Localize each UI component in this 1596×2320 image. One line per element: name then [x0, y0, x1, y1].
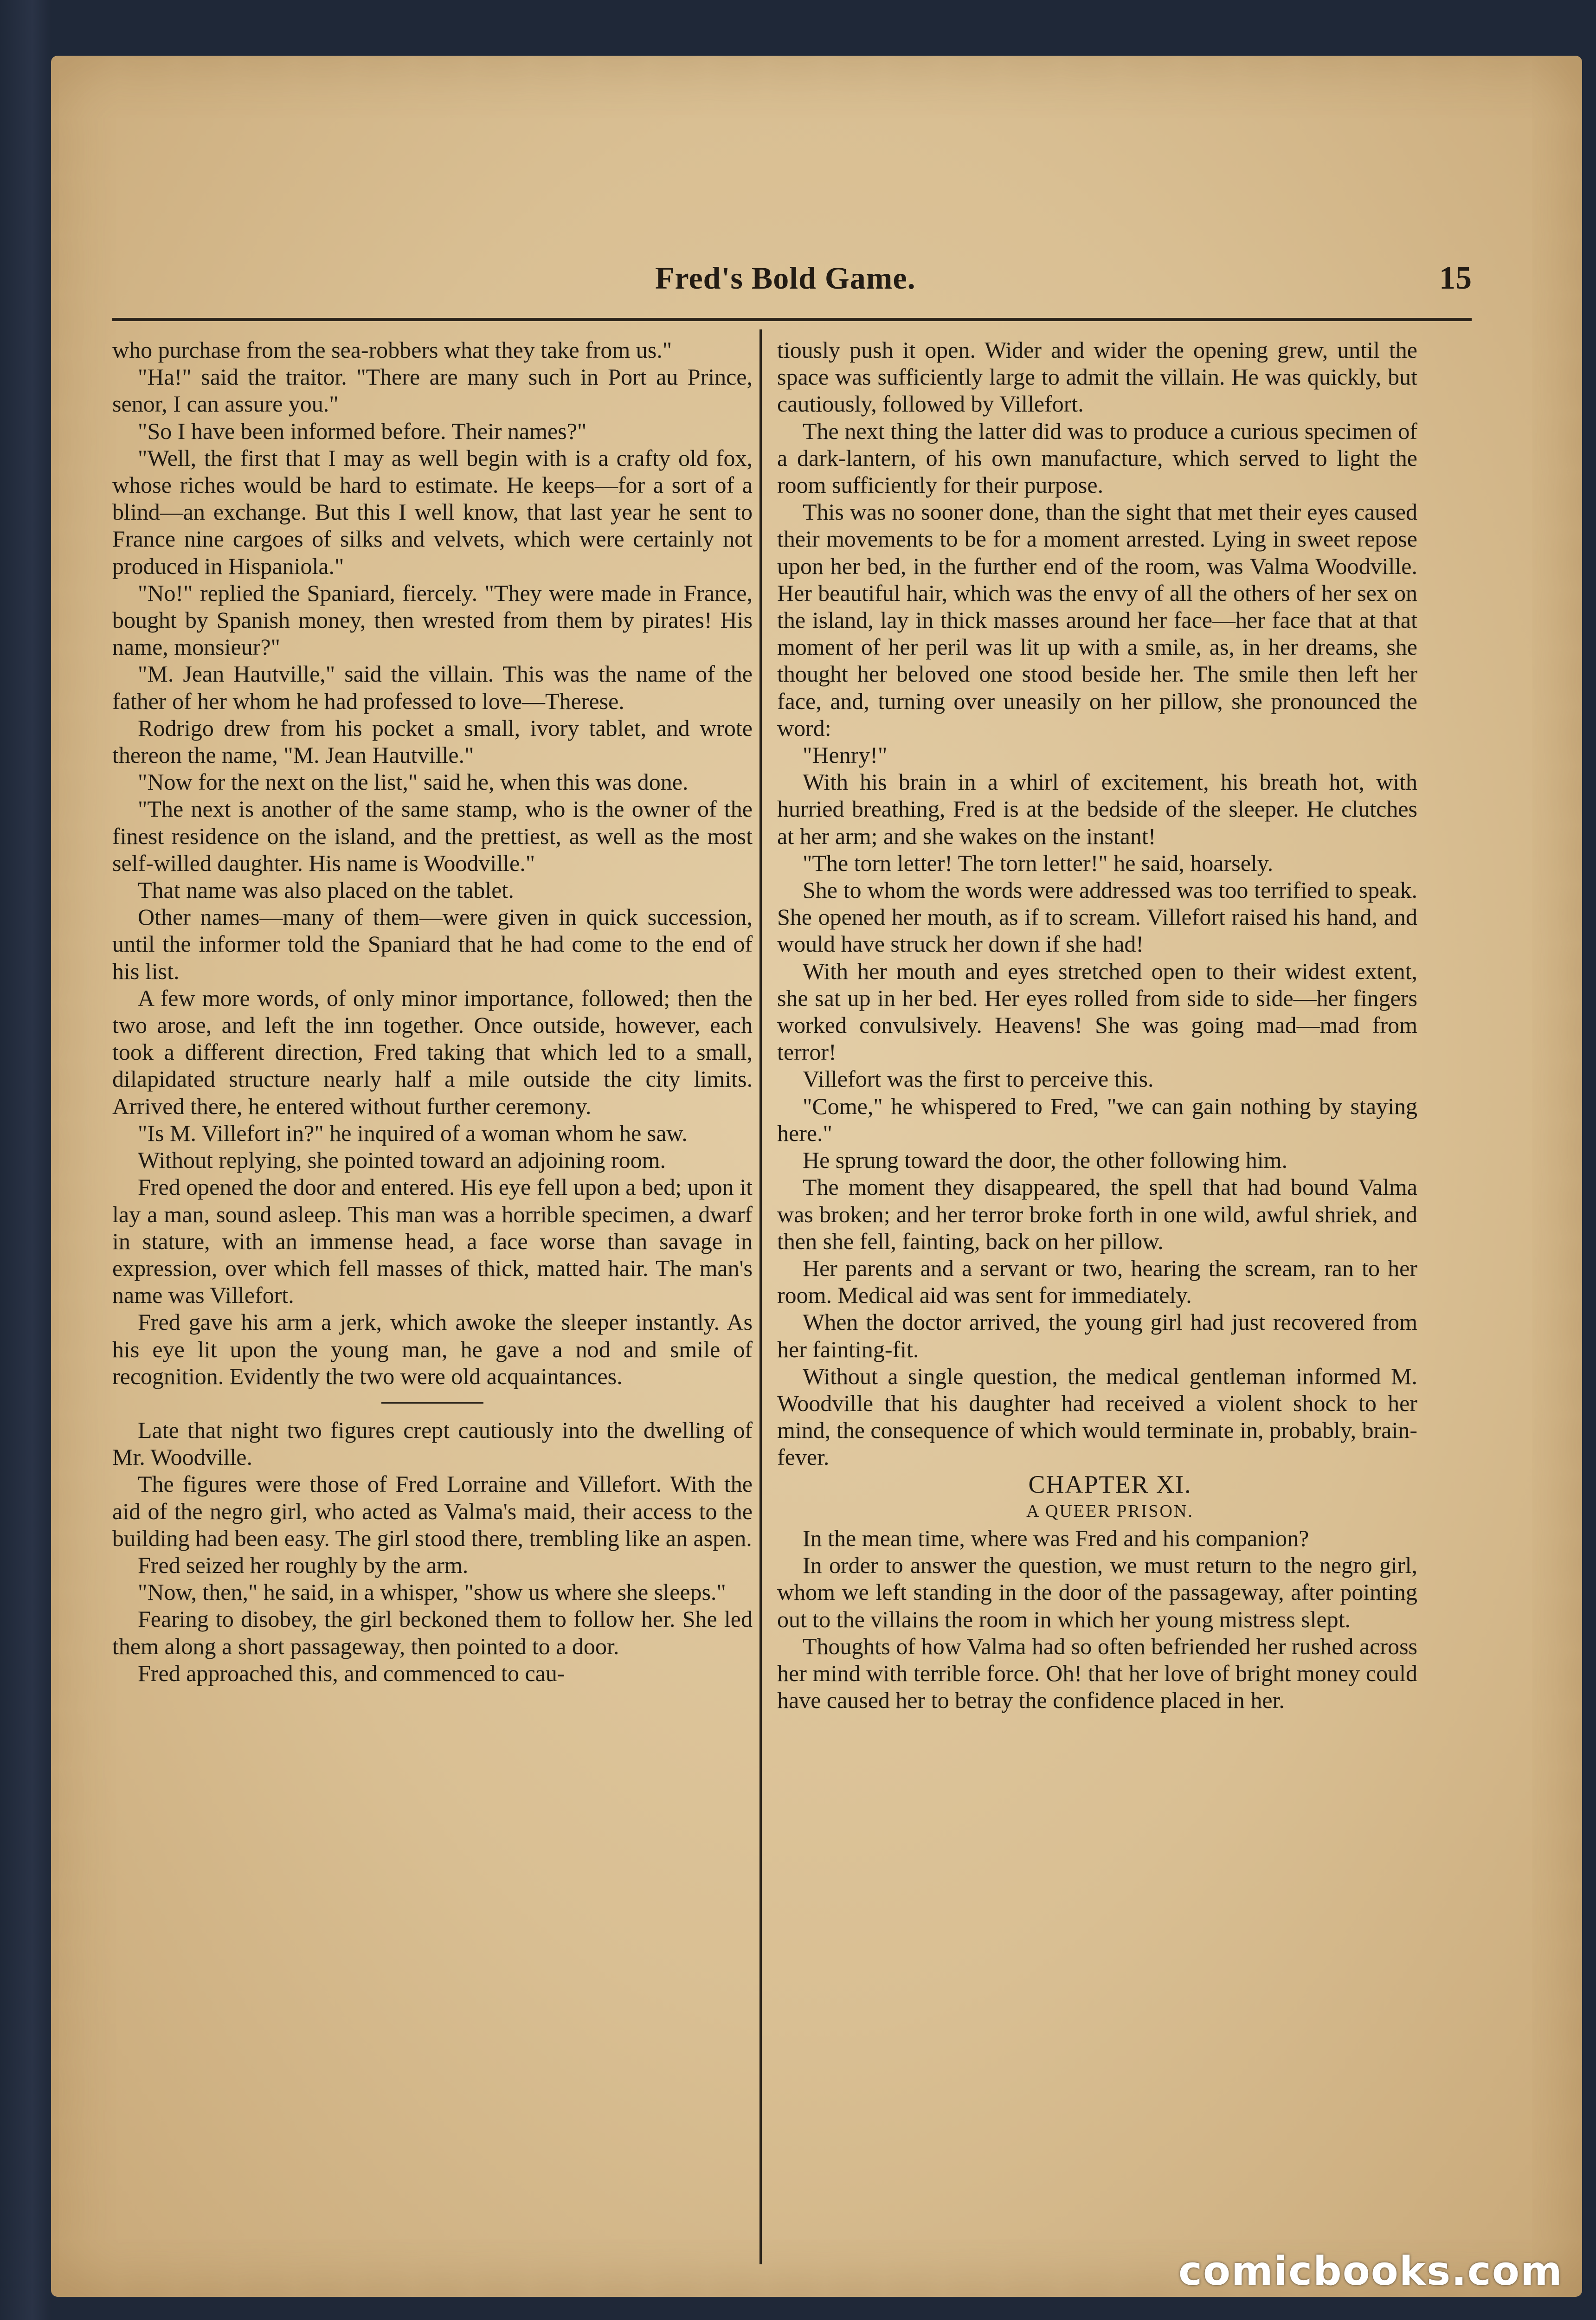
paragraph: With her mouth and eyes stretched open to their widest extent, she sat up in her bed. Her eyes rolled from side to side—her fingers worked convulsively. Heavens! She was going mad—mad from terror!	[777, 958, 1417, 1065]
paragraph: The moment they disappeared, the spell that had bound Valma was broken; and her terror broke forth in one wild, awful shriek, and then she fell, fainting, back on her pillow.	[777, 1174, 1417, 1254]
paragraph: In the mean time, where was Fred and his companion?	[803, 1525, 1309, 1551]
paragraph: Villefort was the first to perceive this.	[803, 1066, 1154, 1092]
paragraph: With his brain in a whirl of excitement, his breath hot, with hurried breathing, Fred is at the bedside of the sleeper. He clutches at her arm; and she wakes on the instant!	[777, 769, 1417, 849]
page-number: 15	[1439, 260, 1472, 296]
chapter-title: CHAPTER XI.	[1028, 1470, 1192, 1498]
paragraph: Fred seized her roughly by the arm.	[138, 1552, 469, 1578]
paragraph: who purchase from the sea-robbers what they take from us."	[112, 337, 672, 363]
paragraph: "So I have been informed before. Their names?"	[138, 418, 587, 444]
site-watermark: comicbooks.com	[1178, 2248, 1563, 2294]
paragraph: "The next is another of the same stamp, who is the owner of the finest residence on the island, and the prettiest, as well as the most self-willed daughter. His name is Woodville."	[112, 796, 753, 876]
paragraph: "Now, then," he said, in a whisper, "show us where she sleeps."	[138, 1579, 726, 1605]
paragraph: Fred approached this, and commenced to cau-	[138, 1660, 565, 1686]
paragraph: A few more words, of only minor importance, followed; then the two arose, and left the inn together. Once outside, however, each took a different direction, Fred taking that which led to a small, dilapidated structure nearly half a mile outside the city limits. Arrived there, he entered without further ceremony.	[112, 985, 753, 1119]
paragraph: Thoughts of how Valma had so often befriended her rushed across her mind with terrible force. Oh! that her love of bright money could have caused her to betray the confidence placed in her.	[777, 1633, 1417, 1714]
right-column	[777, 336, 1417, 1714]
paragraph: Fred gave his arm a jerk, which awoke the sleeper instantly. As his eye lit upon the young man, he gave a nod and smile of recognition. Evidently the two were old acquaintances.	[112, 1309, 753, 1389]
header-rule	[112, 318, 1472, 321]
paragraph: She to whom the words were addressed was too terrified to speak. She opened her mouth, as if to scream. Villefort raised his hand, and would have struck her down if she had!	[777, 877, 1417, 957]
paragraph: Fred opened the door and entered. His eye fell upon a bed; upon it lay a man, sound asleep. This man was a horrible specimen, a dwarf in stature, with an immense head, a face worse than savage in expression, over which fell masses of thick, matted hair. The man's name was Villefort.	[112, 1174, 753, 1308]
page-header	[112, 260, 1472, 302]
paper-page	[51, 56, 1582, 2297]
column-divider	[759, 329, 762, 2264]
paragraph: "Now for the next on the list," said he, when this was done.	[138, 769, 689, 795]
paragraph: Other names—many of them—were given in quick succession, until the informer told the Spaniard that he had come to the end of his list.	[112, 904, 753, 984]
paragraph: "Henry!"	[803, 742, 888, 768]
paragraph: "Ha!" said the traitor. "There are many such in Port au Prince, senor, I can assure you."	[112, 364, 753, 417]
paragraph: When the doctor arrived, the young girl had just recovered from her fainting-fit.	[777, 1309, 1417, 1362]
paragraph: "The torn letter! The torn letter!" he said, hoarsely.	[803, 850, 1274, 876]
running-title: Fred's Bold Game.	[655, 260, 916, 296]
paragraph: Without a single question, the medical gentleman informed M. Woodville that his daughter had received a violent shock to her mind, the consequence of which would terminate in, probably, brain-fever.	[777, 1363, 1417, 1470]
paragraph: In order to answer the question, we must return to the negro girl, whom we left standing in the door of the passageway, after pointing out to the villains the room in which her young mistress slept.	[777, 1552, 1417, 1632]
paragraph: "Come," he whispered to Fred, "we can gain nothing by staying here."	[777, 1093, 1417, 1146]
paragraph: "M. Jean Hautville," said the villain. This was the name of the father of her whom he had professed to love—Therese.	[112, 661, 753, 714]
paragraph: He sprung toward the door, the other following him.	[803, 1147, 1288, 1173]
paragraph: "No!" replied the Spaniard, fiercely. "They were made in France, bought by Spanish money, then wrested from them by pirates! His name, monsieur?"	[112, 580, 753, 660]
paragraph: "Is M. Villefort in?" he inquired of a woman whom he saw.	[138, 1120, 688, 1146]
paragraph: Her parents and a servant or two, hearing the scream, ran to her room. Medical aid was sent for immediately.	[777, 1255, 1417, 1308]
paragraph: "Well, the first that I may as well begin with is a crafty old fox, whose riches would be hard to estimate. He keeps—for a sort of a blind—an exchange. But this I well know, that last year he sent to France nine cargoes of silks and velvets, which were certainly not produced in Hispaniola."	[112, 445, 753, 579]
paragraph: The next thing the latter did was to produce a curious specimen of a dark-lantern, of his own manufacture, which served to light the room sufficiently for their purpose.	[777, 418, 1417, 498]
paragraph: Fearing to disobey, the girl beckoned them to follow her. She led them along a short passageway, then pointed to a door.	[112, 1606, 753, 1659]
paragraph: tiously push it open. Wider and wider the opening grew, until the space was sufficiently large to admit the villain. He was quickly, but cautiously, followed by Villefort.	[777, 337, 1417, 417]
left-column	[112, 336, 753, 1687]
chapter-subtitle: A QUEER PRISON.	[1026, 1501, 1194, 1521]
paragraph: This was no sooner done, than the sight that met their eyes caused their movements to be for a moment arrested. Lying in sweet repose upon her bed, in the further end of the room, was Valma Woodville. Her beautiful hair, which was the envy of all the others of her sex on the island, lay in thick masses around her face—her face that at that moment of her peril was lit up with a smile, as, in her dreams, she thought her beloved one stood beside her. The smile then left her face, and, turning over uneasily on her pillow, she pronounced the word:	[777, 499, 1417, 741]
paragraph: Rodrigo drew from his pocket a small, ivory tablet, and wrote thereon the name, "M. Jean Hautville."	[112, 715, 753, 768]
paragraph: Without replying, she pointed toward an adjoining room.	[138, 1147, 666, 1173]
paragraph: The figures were those of Fred Lorraine and Villefort. With the aid of the negro girl, who acted as Valma's maid, their access to the building had been easy. The girl stood there, trembling like an aspen.	[112, 1471, 753, 1551]
paragraph: Late that night two figures crept cautiously into the dwelling of Mr. Woodville.	[112, 1417, 753, 1470]
scene-break-rule	[381, 1402, 483, 1404]
paragraph: That name was also placed on the tablet.	[138, 877, 514, 903]
